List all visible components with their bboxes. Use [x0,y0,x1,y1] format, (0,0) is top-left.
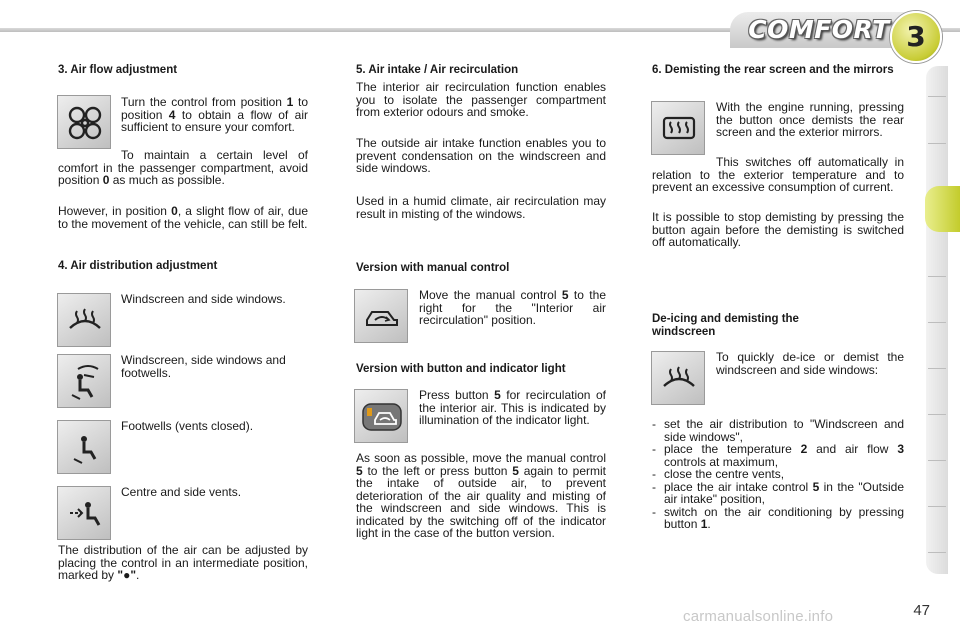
centre-vents-icon [57,486,111,540]
section-6-heading: 6. Demisting the rear screen and the mirrors [652,64,894,76]
recirculation-icon [354,289,408,343]
sec3-paragraph-1: Turn the control from position 1 to position 4 to obtain a flow of air sufficient to ensure your comfort. [121,95,309,134]
chapter-tab-active[interactable] [925,186,960,232]
list-item: - place the temperature 2 and air flow 3 controls at maximum, [652,442,904,469]
distribution-option-3: Footwells (vents closed). [121,419,254,433]
deicing-intro: To quickly de-ice or demist the windscreen and side windows: [716,350,904,377]
section-3-heading: 3. Air flow adjustment [58,64,178,76]
list-item: - place the air intake control 5 in the "Outside air intake" position, [652,479,904,506]
page-number: 47 [913,602,930,619]
footwell-icon [57,420,111,474]
sec6-paragraph-1: With the engine running, pressing the button once demists the rear screen and the exterior mirrors. [716,100,904,139]
section-4-heading: 4. Air distribution adjustment [58,260,218,272]
tab-divider [928,276,946,277]
distribution-option-1: Windscreen and side windows. [121,292,286,306]
fan-icon [57,95,111,149]
sec6-paragraph-2: This switches off automatically in relation to the exterior temperature and to prevent an excessive consumption of current. [652,155,904,194]
recirculation-button-icon [354,389,408,443]
deicing-steps [652,418,904,531]
windscreen-footwell-icon [57,354,111,408]
sec5-paragraph-2: The outside air intake function enables you to prevent condensation on the windscreen and side windows. [356,136,606,175]
button-version-text: Press button 5 for recirculation of the interior air. This is indicated by illumination of the indicator light. [419,388,606,427]
sec3-paragraph-3: However, in position 0, a slight flow of air, due to the movement of the vehicle, can still be felt. [58,204,308,231]
chapter-number-badge: 3 [890,11,942,63]
tab-divider [928,552,946,553]
tab-divider [928,506,946,507]
windscreen-deice-icon [651,351,705,405]
tab-divider [928,460,946,461]
tab-divider [928,96,946,97]
manual-version-heading: Version with manual control [356,262,510,274]
list-item: - close the centre vents, [652,467,785,481]
distribution-note: The distribution of the air can be adjusted by placing the control in an intermediate position, marked by "●". [58,543,308,582]
sec5-paragraph-1: The interior air recirculation function enables you to isolate the passenger compartment from exterior odours and smoke. [356,80,606,119]
button-version-heading: Version with button and indicator light [356,363,566,375]
list-item: - switch on the air conditioning by pressing button 1. [652,504,904,531]
section-5-heading: 5. Air intake / Air recirculation [356,64,519,76]
tab-divider [928,414,946,415]
windscreen-demist-icon [57,293,111,347]
list-item: - set the air distribution to "Windscreen and side windows", [652,417,904,444]
sec5-paragraph-3: Used in a humid climate, air recirculation may result in misting of the windows. [356,194,606,221]
sec3-paragraph-2: To maintain a certain level of comfort in the passenger compartment, avoid position 0 as much as possible. [58,148,308,187]
distribution-option-2: Windscreen, side windows and footwells. [121,353,286,380]
manual-version-text: Move the manual control 5 to the right for the "Interior air recirculation" position. [419,288,606,327]
distribution-option-4: Centre and side vents. [121,485,242,499]
tab-divider [928,322,946,323]
tab-divider [928,143,946,144]
rear-screen-demist-icon [651,101,705,155]
sec5-paragraph-4: As soon as possible, move the manual control 5 to the left or press button 5 again to permit the intake of outside air, to prevent deterioration of the air quality and misting of the windscreen and side windows. This is indicated by the switching off of the indicator light in the case of the button version. [356,451,606,540]
sec6-paragraph-3: It is possible to stop demisting by pressing the button again before the demisting is switched off automatically. [652,210,904,249]
watermark: carmanualsonline.info [683,608,834,625]
deicing-heading: De-icing and demisting the windscreen [652,313,799,338]
tab-divider [928,368,946,369]
page-title: COMFORT [748,15,890,44]
